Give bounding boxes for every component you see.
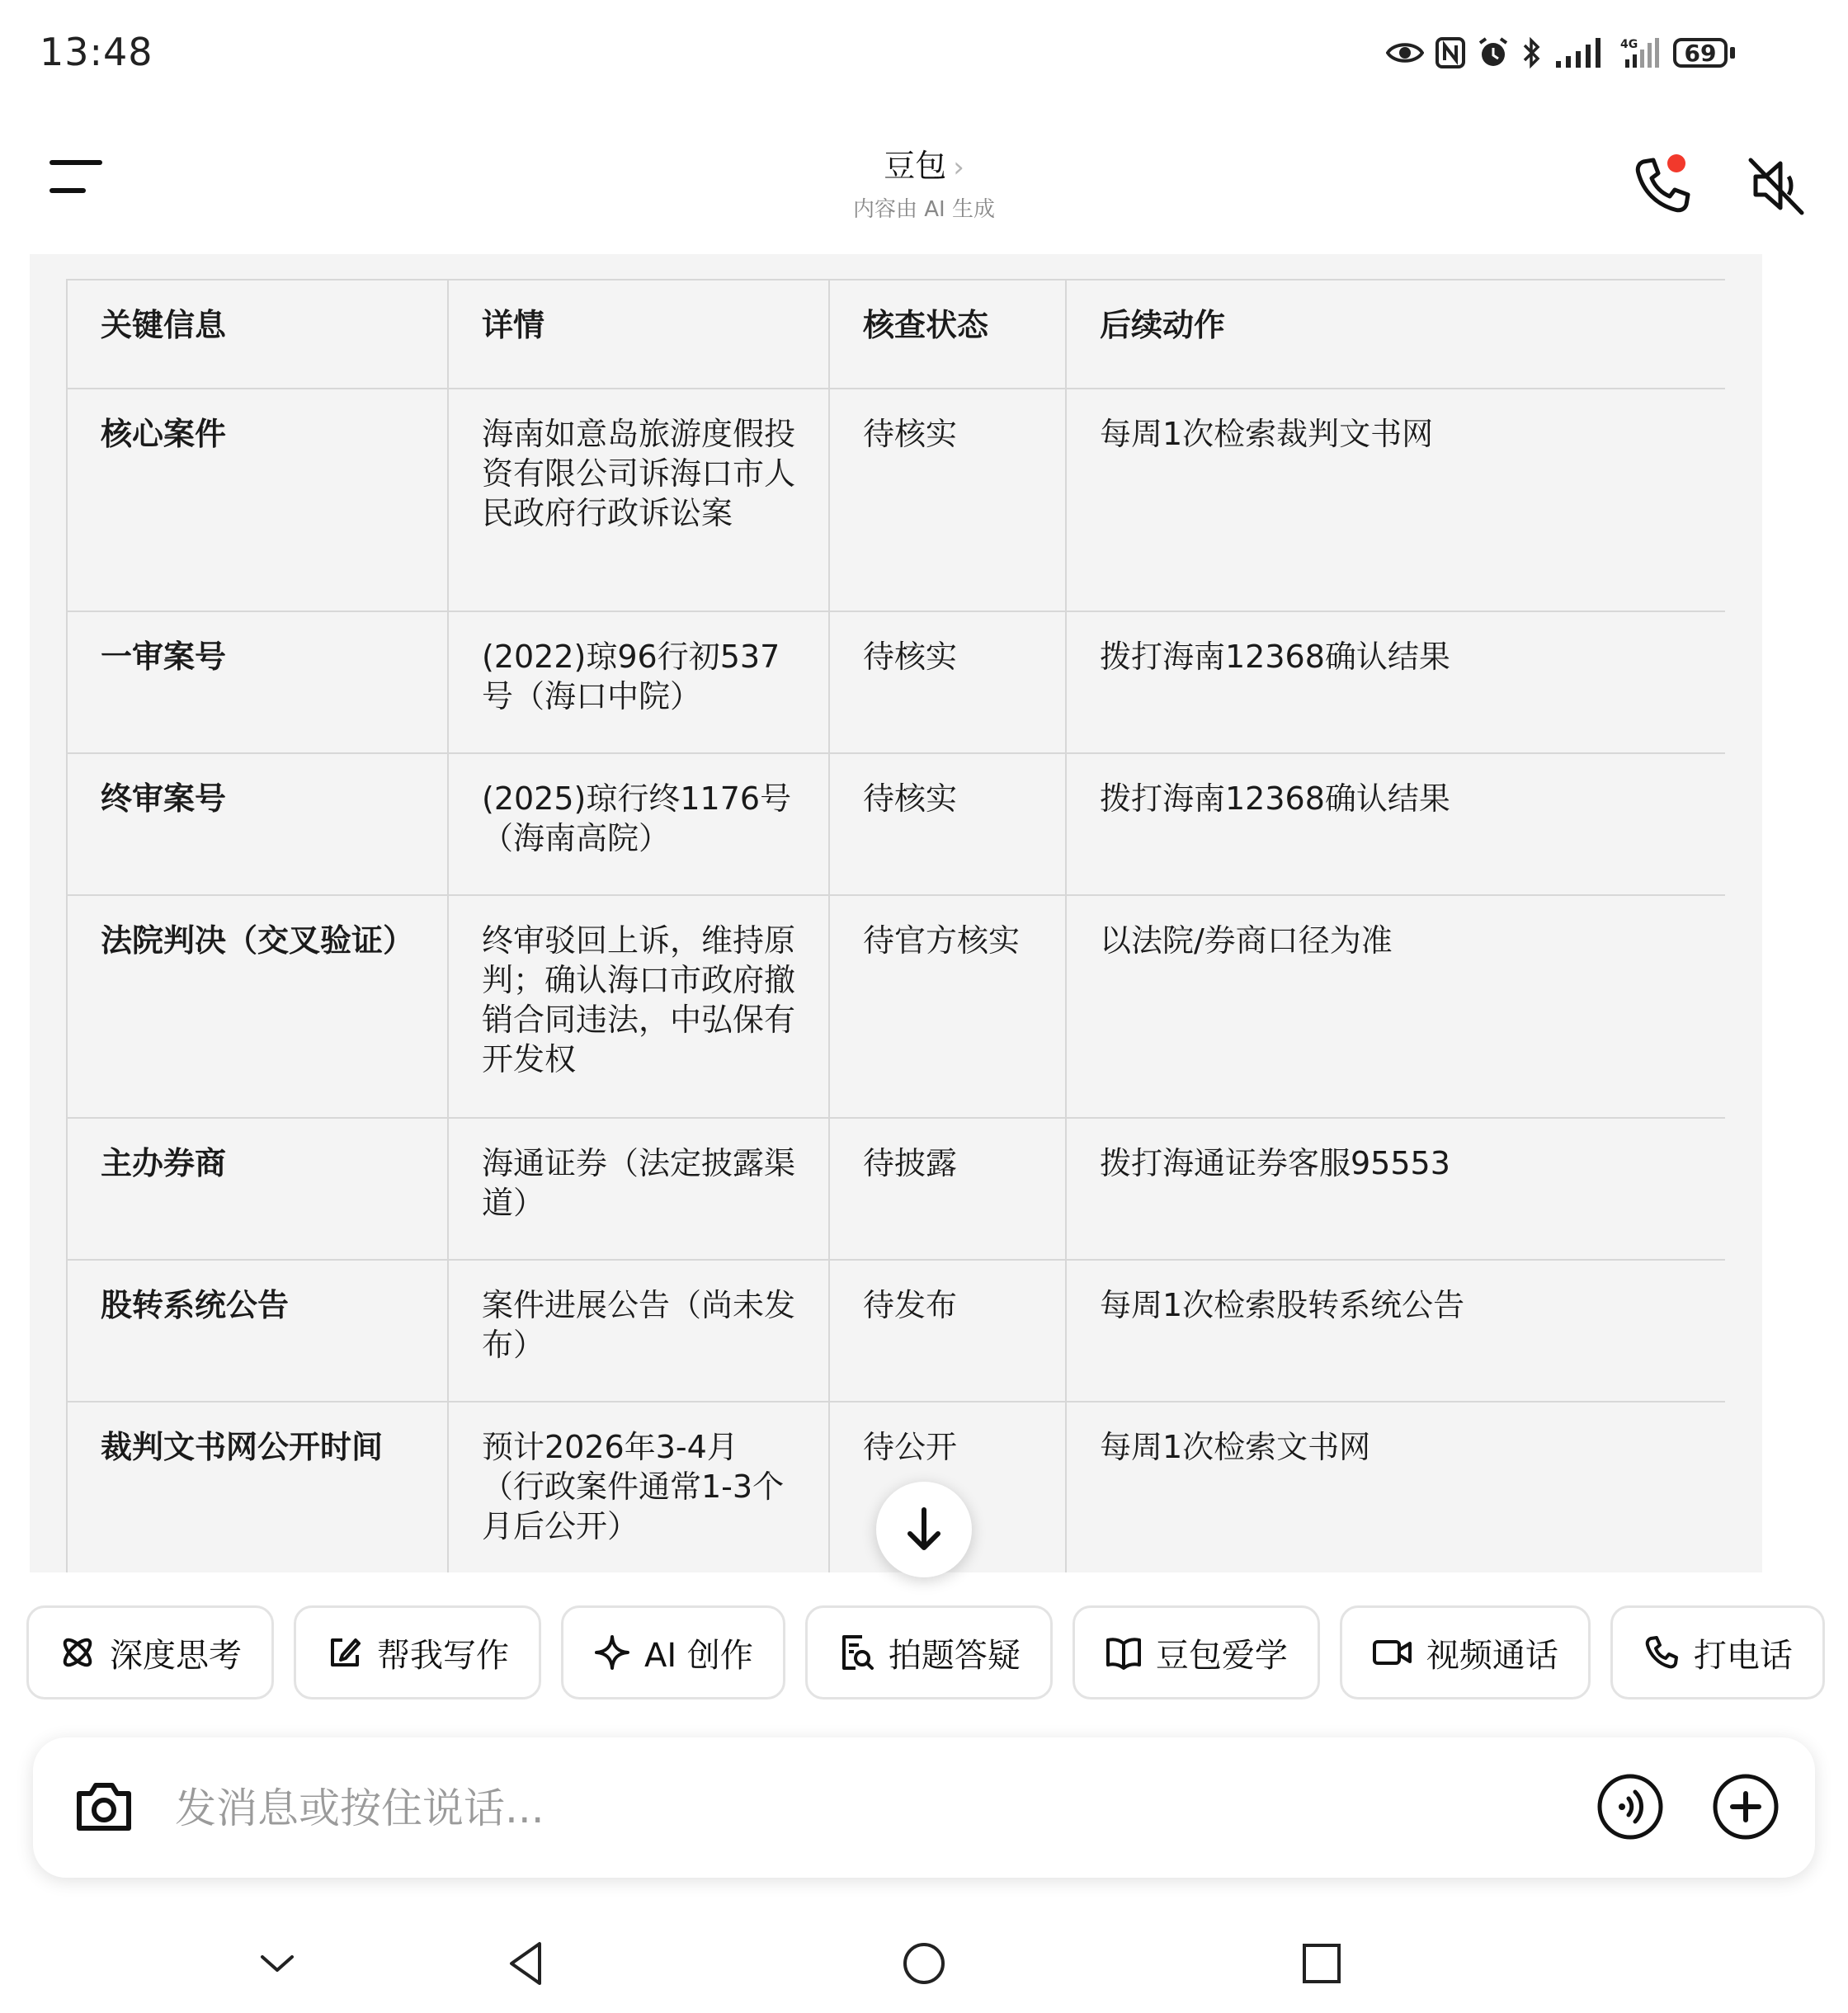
cell-action: 每周1次检索文书网 bbox=[1066, 1402, 1725, 1572]
scan-question-icon bbox=[837, 1634, 875, 1671]
system-nav-bar bbox=[0, 1922, 1848, 2013]
edit-icon bbox=[326, 1634, 364, 1671]
chevron-right-icon: › bbox=[953, 151, 964, 184]
chip-label: 深度思考 bbox=[110, 1636, 242, 1675]
plus-circle-icon bbox=[1711, 1772, 1780, 1841]
cell-status: 待公开 bbox=[829, 1402, 1066, 1572]
table-row bbox=[67, 895, 1725, 1118]
quick-action-chips bbox=[26, 1605, 1825, 1703]
book-icon bbox=[1105, 1634, 1143, 1671]
column-header: 核查状态 bbox=[829, 280, 1066, 389]
cell-status: 待核实 bbox=[829, 611, 1066, 753]
cell-key: 主办券商 bbox=[67, 1118, 448, 1260]
cell-key: 裁判文书网公开时间 bbox=[67, 1402, 448, 1572]
cell-key: 法院判决（交叉验证） bbox=[67, 895, 448, 1118]
table-row bbox=[67, 1260, 1725, 1402]
chip-doubao-learn[interactable] bbox=[1072, 1605, 1320, 1700]
sparkle-icon bbox=[593, 1634, 631, 1671]
cell-action: 每周1次检索股转系统公告 bbox=[1066, 1260, 1725, 1402]
cell-key: 核心案件 bbox=[67, 389, 448, 611]
camera-button[interactable] bbox=[71, 1774, 137, 1843]
status-icons bbox=[1386, 30, 1735, 76]
cell-key: 终审案号 bbox=[67, 753, 448, 895]
cell-status: 待发布 bbox=[829, 1260, 1066, 1402]
chip-help-write[interactable] bbox=[294, 1605, 541, 1700]
cell-detail: (2022)琼96行初537号（海口中院） bbox=[448, 611, 829, 753]
title-area[interactable] bbox=[718, 140, 1130, 223]
scroll-to-bottom-button[interactable] bbox=[876, 1482, 972, 1577]
battery-icon bbox=[1673, 38, 1735, 68]
voice-input-button[interactable] bbox=[1596, 1772, 1665, 1845]
chip-label: 打电话 bbox=[1693, 1636, 1793, 1675]
bluetooth-icon bbox=[1521, 36, 1543, 69]
cell-action: 拨打海通证券客服95553 bbox=[1066, 1118, 1725, 1260]
table-row bbox=[67, 753, 1725, 895]
back-icon[interactable] bbox=[505, 1939, 548, 1988]
cell-detail: 预计2026年3-4月（行政案件通常1-3个月后公开） bbox=[448, 1402, 829, 1572]
column-header: 详情 bbox=[448, 280, 829, 389]
camera-icon bbox=[71, 1774, 137, 1840]
chip-label: 拍题答疑 bbox=[888, 1636, 1021, 1675]
chip-phone-call[interactable] bbox=[1610, 1605, 1825, 1700]
signal-icon bbox=[1554, 36, 1609, 69]
chip-ai-create[interactable] bbox=[561, 1605, 785, 1700]
battery-level: 69 bbox=[1673, 38, 1728, 68]
chip-label: 视频通话 bbox=[1426, 1636, 1558, 1675]
chip-label: AI 创作 bbox=[644, 1636, 753, 1675]
cell-key: 股转系统公告 bbox=[67, 1260, 448, 1402]
recents-icon[interactable] bbox=[1300, 1939, 1343, 1988]
cell-status: 待核实 bbox=[829, 389, 1066, 611]
ai-generated-note: 内容由 AI 生成 bbox=[853, 197, 995, 222]
status-time: 13:48 bbox=[40, 30, 153, 74]
column-header: 关键信息 bbox=[67, 280, 448, 389]
cell-detail: 海南如意岛旅游度假投资有限公司诉海口市人民政府行政诉讼案 bbox=[448, 389, 829, 611]
chat-header bbox=[0, 124, 1848, 239]
voice-call-button[interactable] bbox=[1625, 148, 1700, 223]
cell-action: 以法院/券商口径为准 bbox=[1066, 895, 1725, 1118]
chip-video-call[interactable] bbox=[1340, 1605, 1591, 1700]
cell-status: 待核实 bbox=[829, 753, 1066, 895]
table-row bbox=[67, 389, 1725, 611]
chevron-down-icon[interactable] bbox=[259, 1939, 295, 1988]
nfc-icon bbox=[1436, 37, 1465, 68]
chip-photo-question[interactable] bbox=[805, 1605, 1053, 1700]
page-title: 豆包 bbox=[884, 148, 947, 184]
table-header-row bbox=[67, 280, 1725, 389]
column-header: 后续动作 bbox=[1066, 280, 1725, 389]
voice-wave-icon bbox=[1596, 1772, 1665, 1841]
signal-4g-icon bbox=[1620, 36, 1662, 69]
cell-detail: 案件进展公告（尚未发布） bbox=[448, 1260, 829, 1402]
message-input[interactable] bbox=[173, 1775, 1579, 1842]
cell-detail: 海通证券（法定披露渠道） bbox=[448, 1118, 829, 1260]
add-attachment-button[interactable] bbox=[1711, 1772, 1780, 1845]
cell-detail: 终审驳回上诉，维持原判；确认海口市政府撤销合同违法，中弘保有开发权 bbox=[448, 895, 829, 1118]
speaker-muted-icon bbox=[1739, 148, 1813, 223]
table-row bbox=[67, 1118, 1725, 1260]
menu-button[interactable] bbox=[50, 157, 107, 198]
chip-label: 豆包爱学 bbox=[1155, 1636, 1288, 1675]
phone-icon bbox=[1643, 1634, 1681, 1671]
deep-think-icon bbox=[59, 1634, 97, 1671]
phone-icon bbox=[1625, 148, 1700, 223]
arrow-down-icon bbox=[903, 1506, 945, 1553]
mute-button[interactable] bbox=[1739, 148, 1813, 223]
video-icon bbox=[1372, 1634, 1413, 1671]
notification-dot bbox=[1667, 154, 1685, 172]
message-composer bbox=[33, 1737, 1815, 1878]
alarm-icon bbox=[1477, 36, 1510, 69]
chip-deep-think[interactable] bbox=[26, 1605, 274, 1700]
cell-key: 一审案号 bbox=[67, 611, 448, 753]
cell-status: 待官方核实 bbox=[829, 895, 1066, 1118]
cell-action: 每周1次检索裁判文书网 bbox=[1066, 389, 1725, 611]
info-table bbox=[66, 279, 1725, 1572]
cell-status: 待披露 bbox=[829, 1118, 1066, 1260]
cell-action: 拨打海南12368确认结果 bbox=[1066, 753, 1725, 895]
cell-action: 拨打海南12368确认结果 bbox=[1066, 611, 1725, 753]
message-table-card bbox=[30, 254, 1762, 1572]
table-row bbox=[67, 611, 1725, 753]
eye-icon bbox=[1386, 39, 1424, 67]
home-icon[interactable] bbox=[901, 1939, 947, 1988]
chip-label: 帮我写作 bbox=[377, 1636, 509, 1675]
status-bar bbox=[0, 0, 1848, 107]
cell-detail: (2025)琼行终1176号（海南高院） bbox=[448, 753, 829, 895]
network-type: 4G bbox=[1620, 38, 1638, 51]
